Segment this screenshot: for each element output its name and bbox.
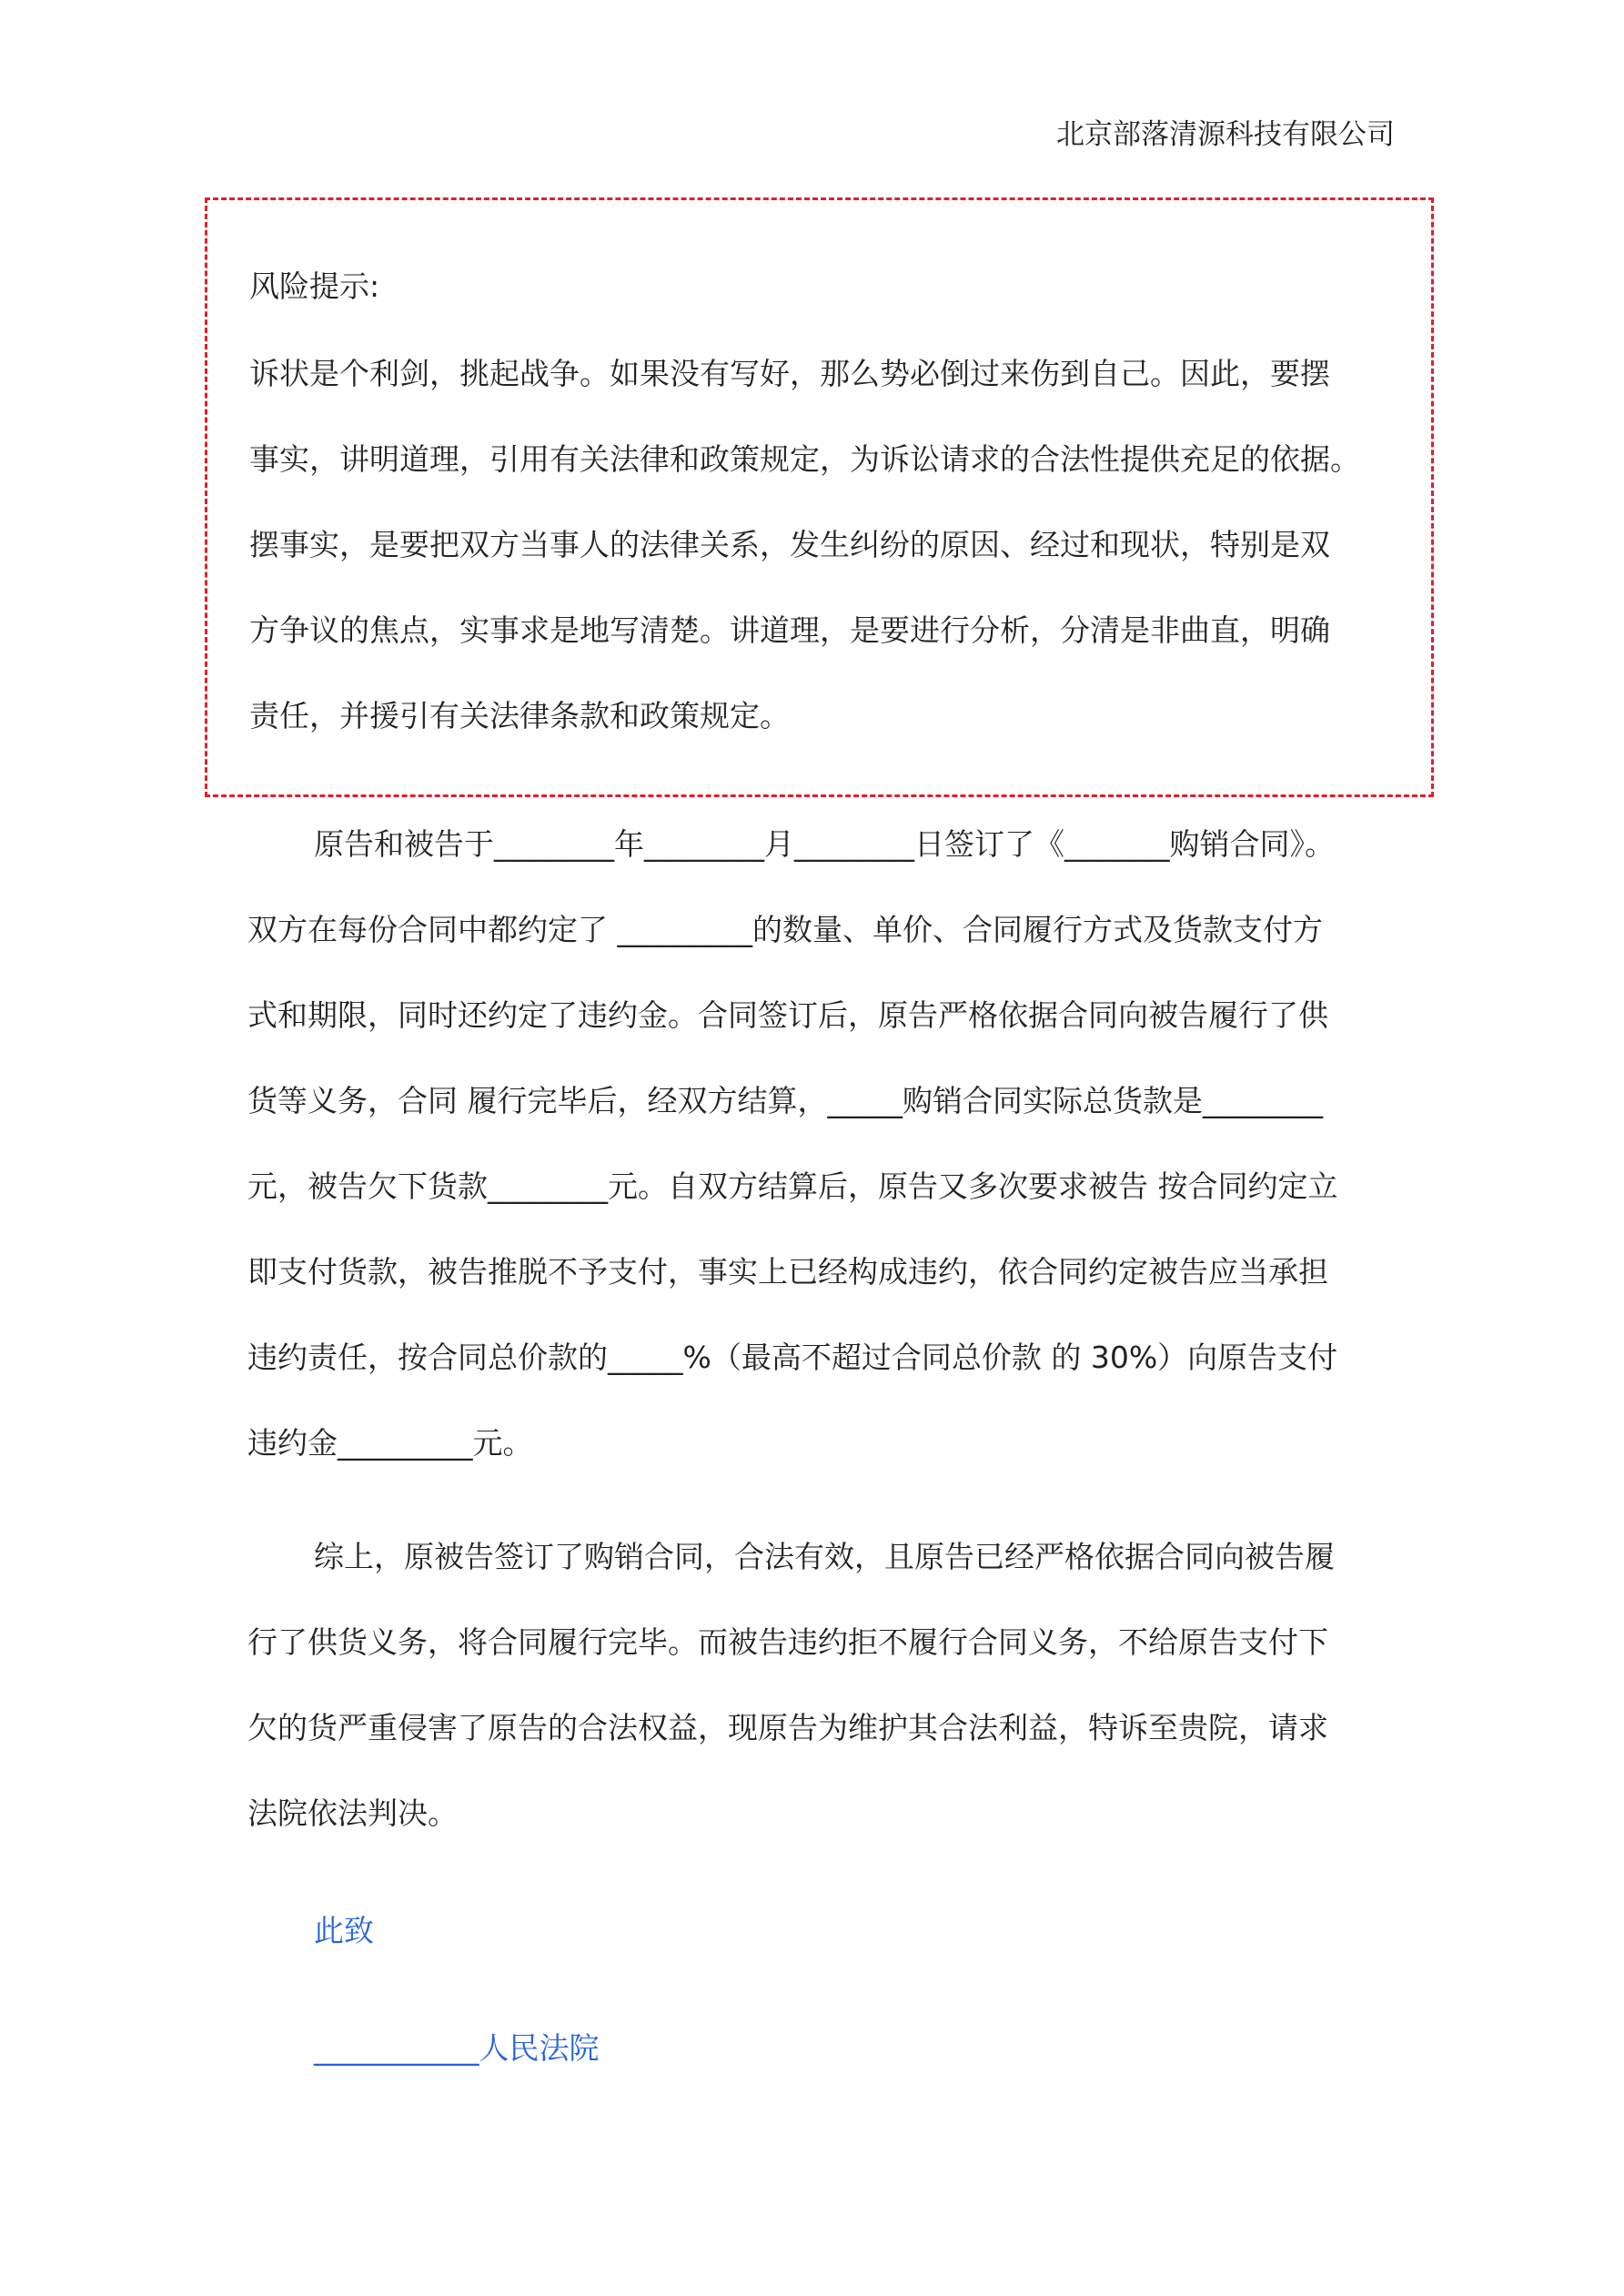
paragraph-line: 即支付货款，被告推脱不予支付，事实上已经构成违约，依合同约定被告应当承担	[247, 1254, 1328, 1290]
risk-line: 事实，讲明道理，引用有关法律和政策规定，为诉讼请求的合法性提供充足的依据。	[249, 441, 1360, 477]
paragraph-line: 式和期限，同时还约定了违约金。合同签订后，原告严格依据合同向被告履行了供	[247, 997, 1328, 1033]
paragraph-line: 货等义务，合同 履行完毕后，经双方结算，_____购销合同实际总货款是________	[247, 1083, 1323, 1118]
risk-title: 风险提示:	[249, 268, 380, 304]
risk-line: 诉状是个利剑，挑起战争。如果没有写好，那么势必倒过来伤到自己。因此，要摆	[249, 356, 1330, 391]
paragraph-line: 法院依法判决。	[247, 1795, 458, 1831]
paragraph-line: 违约金_________元。	[247, 1425, 533, 1461]
paragraph-line: 双方在每份合同中都约定了 _________的数量、单价、合同履行方式及货款支付方	[247, 912, 1323, 947]
paragraph-line: 行了供货义务，将合同履行完毕。而被告违约拒不履行合同义务，不给原告支付下	[247, 1624, 1328, 1660]
paragraph-line: 原告和被告于________年________月________日签订了《_______购销合同》。	[314, 826, 1335, 862]
paragraph-line: 综上，原被告签订了购销合同，合法有效，且原告已经严格依据合同向被告履	[314, 1539, 1335, 1574]
risk-line: 摆事实，是要把双方当事人的法律关系，发生纠纷的原因、经过和现状，特别是双	[249, 527, 1330, 562]
company-header: 北京部落清源科技有限公司	[1056, 118, 1395, 151]
salutation: 此致	[314, 1913, 374, 1948]
paragraph-line: 元，被告欠下货款________元。自双方结算后，原告又多次要求被告 按合同约定立	[247, 1168, 1338, 1204]
risk-notice-box	[205, 197, 1434, 797]
risk-line: 方争议的焦点，实事求是地写清楚。讲道理，是要进行分析，分清是非曲直，明确	[249, 612, 1330, 648]
paragraph-line: 违约责任，按合同总价款的_____%（最高不超过合同总价款 的 30%）向原告支付	[247, 1340, 1338, 1375]
risk-line: 责任，并援引有关法律条款和政策规定。	[249, 698, 790, 733]
court-name: ___________人民法院	[314, 2030, 600, 2066]
paragraph-line: 欠的货严重侵害了原告的合法权益，现原告为维护其合法利益，特诉至贵院，请求	[247, 1710, 1328, 1745]
